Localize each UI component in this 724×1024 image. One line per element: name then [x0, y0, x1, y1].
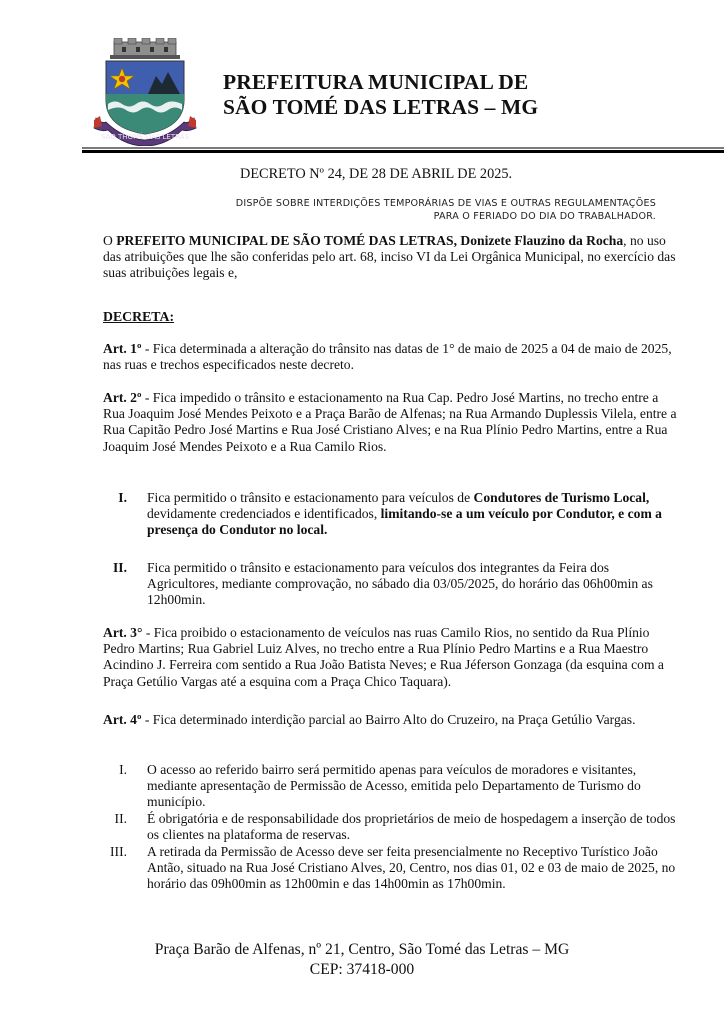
article-3: Art. 3° - Fica proibido o estacionamento de veículos nas ruas Camilo Rios, no sentido da Rua Plínio Pedro Martins; Rua Gabriel Luiz Alves, no trecho entre a Rua Plínio Pedro Martins e a Rua Maestro Acindino J. Ferreira com sentido a Rua João Batista Neves; e Rua Jéferson Gonzaga (da esquina com a Praça Getúlio Vargas até a esquina com a Praça Chico Taquara). [103, 625, 664, 689]
article-4: Art. 4º - Fica determinado interdição parcial ao Bairro Alto do Cruzeiro, na Praça Getúlio Vargas. [103, 712, 636, 727]
decree-summary: DISPÕE SOBRE INTERDIÇÕES TEMPORÁRIAS DE VIAS E OUTRAS REGULAMENTAÇÕES PARA O FERIADO DO DIA DO TRABALHADOR. [235, 198, 656, 222]
article-2: Art. 2º - Fica impedido o trânsito e estacionamento na Rua Cap. Pedro José Martins, no trecho entre a Rua Joaquim José Mendes Peixoto e a Praça Barão de Alfenas; na Rua Armando Duplessis Vilela, entre a Rua Capitão Pedro José Martins e Rua José Cristiano Alves; e na Rua Plínio Pedro Martins, entre a Rua Joaquim José Mendes Peixoto e a Rua Camilo Rios. [103, 390, 677, 454]
footer-address [0, 940, 724, 980]
municipality-title [223, 70, 538, 120]
svg-text:SÃO THOMÉ DAS LETRAS: SÃO THOMÉ DAS LETRAS [101, 133, 189, 141]
municipal-crest-logo [92, 38, 198, 146]
document-page: SÃO THOMÉ DAS LETRAS PREFEITURA MUNICIPAL DE SÃO TOMÉ DAS LETRAS – MG DECRETO Nº 24, DE 28 DE ABRIL DE 2025. DISPÕE SOBRE INTERDIÇÕES TEMPORÁRIAS DE VIAS E OUTRAS REGULAMENTAÇÕES PARA O FERIADO DO DIA DO TRABALHADOR. O PREFEITO MUNICIPAL DE SÃO TOMÉ DAS LETRAS, Donizete Flauzino da Rocha, no uso das atribuições que lhe são conferidas pelo art. 68, inciso VI da Lei Orgânica Municipal, no exercício das suas atribuições legais e, DECRETA: Art. 1º - Fica determinada a alteração do trânsito nas datas de 1° de maio de 2025 a 04 de maio de 2025, nas ruas e trechos especificados neste decreto. Art. 2º - Fica impedido o trânsito e estacionamento na Rua Cap. Pedro José Martins, no trecho entre a Rua Joaquim José Mendes Peixoto e a Praça Barão de Alfenas; na Rua Armando Duplessis Vilela, entre a Rua Capitão Pedro José Martins e Rua José Cristiano Alves; e na Rua Plínio Pedro Martins, entre a Rua Joaquim José Mendes Peixoto e a Rua Camilo Rios. I. Fica permitido o trânsito e estacionamento para veículos de Condutores de Turismo Local, devidamente credenciados e identificados, limitando-se a um veículo por Condutor, e com a presença do Condutor no local. II. Fica permitido o trânsito e estacionamento para veículos dos integrantes da Feira dos Agricultores, mediante comprovação, no sábado dia 03/05/2025, do horário das 06h00min as 12h00min. Art. 3° - Fica proibido o estacionamento de veículos nas ruas Camilo Rios, no sentido da Rua Plínio Pedro Martins; Rua Gabriel Luiz Alves, no trecho entre a Rua Plínio Pedro Martins e a Rua Maestro Acindino J. Ferreira com sentido a Rua João Batista Neves; e Rua Jéferson Gonzaga (da esquina com a Praça Getúlio Vargas até a esquina com a Praça Chico Taquara). Art. 4º - Fica determinado interdição parcial ao Bairro Alto do Cruzeiro, na Praça Getúlio Vargas. I. O acesso ao referido bairro será permitido apenas para veículos de moradores e visitantes, mediante apresentação de Permissão de Acesso, emitida pelo Departamento de Turismo do município. II. É obrigatória e de responsabilidade dos proprietários de meio de hospedagem a inserção de todos os clientes na plataforma de reservas. III. A retirada da Permissão de Acesso deve ser feita presencialmente no Receptivo Turístico João Antão, situado na Rua José Cristiano Alves, 20, Centro, nos dias 01, 02 e 03 de maio de 2025, no horário das 09h00min as 12h00min e das 14h00min as 17h00min. Praça Barão de Alfenas, nº 21, Centro, São Tomé das Letras – MG CEP: 37418-000 [0, 0, 724, 1024]
crown-icon [110, 38, 180, 59]
decree-title: DECRETO Nº 24, DE 28 DE ABRIL DE 2025. [240, 166, 513, 182]
preamble-paragraph: O PREFEITO MUNICIPAL DE SÃO TOMÉ DAS LETRAS, Donizete Flauzino da Rocha, no uso das atribuições que lhe são conferidas pelo art. 68, inciso VI da Lei Orgânica Municipal, no exercício das suas atribuições legais e, [103, 233, 676, 281]
shield-icon [106, 61, 184, 134]
decreta-heading: DECRETA: [103, 309, 175, 324]
title-line-2: SÃO TOMÉ DAS LETRAS – MG [223, 95, 539, 119]
footer-address-line: Praça Barão de Alfenas, nº 21, Centro, São Tomé das Letras – MG [154, 941, 570, 958]
title-line-1: PREFEITURA MUNICIPAL DE [223, 70, 529, 94]
footer-cep: CEP: 37418-000 [309, 961, 415, 978]
header-divider [82, 147, 724, 153]
article-1: Art. 1º - Fica determinada a alteração do trânsito nas datas de 1° de maio de 2025 a 04 de maio de 2025, nas ruas e trechos especificados neste decreto. [103, 341, 672, 373]
